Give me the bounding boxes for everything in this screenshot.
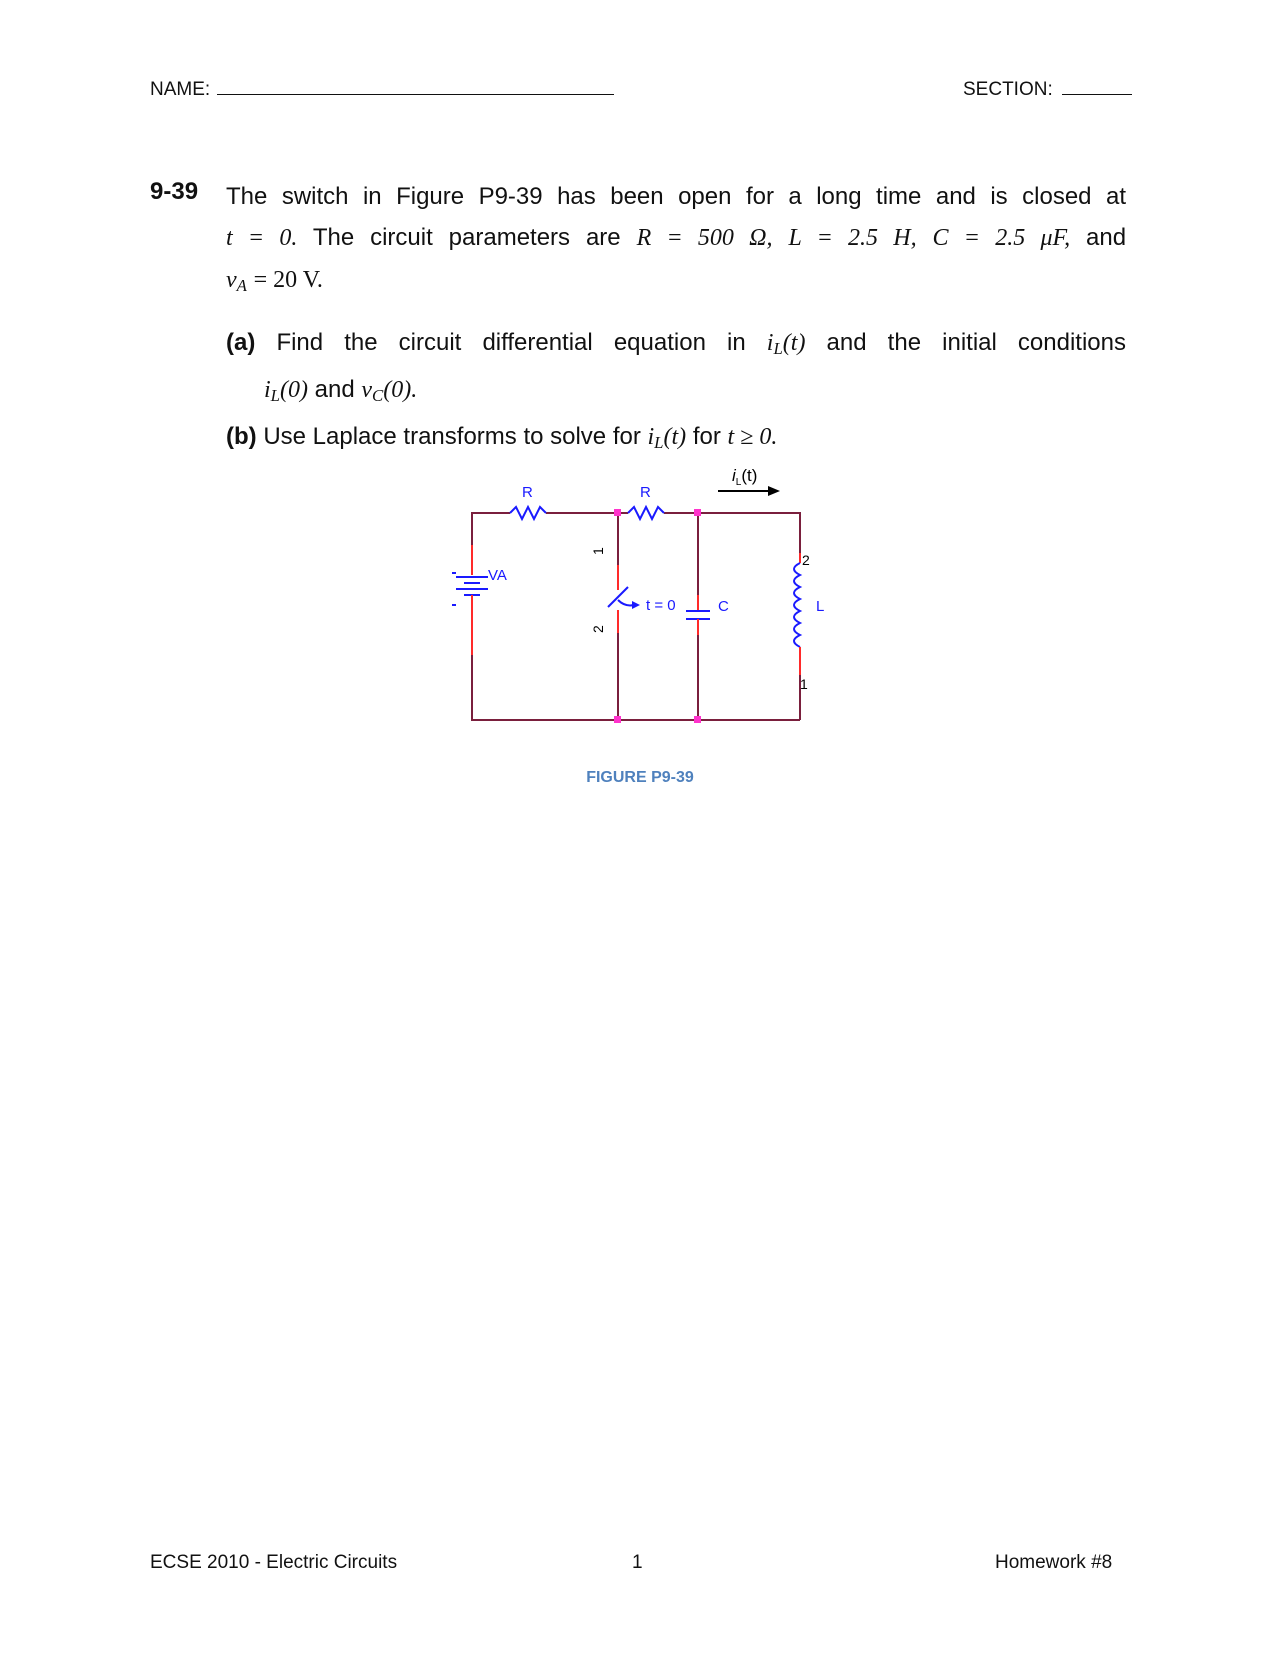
voltage-source: [452, 545, 488, 655]
c-value: C = 2.5 μF,: [932, 225, 1071, 251]
part-a-line-1: [226, 322, 1126, 369]
name-label: NAME:: [150, 79, 211, 100]
circuit-nodes: [614, 509, 701, 723]
r-value: R = 500 Ω,: [636, 225, 773, 251]
part-b-il: $i_L(t)$: [647, 424, 687, 453]
footer-page-number: 1: [632, 1552, 643, 1573]
resistor-2-label: R: [640, 484, 651, 501]
capacitor: [686, 595, 710, 635]
section-field: [963, 76, 1132, 101]
switch-pin-2: 2: [590, 625, 606, 633]
t-zero: t = 0.: [226, 225, 298, 251]
problem-statement: [226, 176, 1126, 306]
circuit-wires: [472, 513, 800, 720]
inductor-label: L: [816, 598, 825, 615]
part-b-for: for: [692, 423, 721, 451]
section-blank-line: [1062, 76, 1132, 95]
footer-assignment: Homework #8: [995, 1552, 1113, 1573]
resistor-1-label: R: [522, 484, 533, 501]
part-a-line-2: [226, 369, 1126, 416]
l-value: L = 2.5 H,: [788, 225, 917, 251]
params-intro: The circuit parameters are: [312, 224, 621, 251]
inductor-pin-1: 1: [800, 676, 808, 692]
current-arrow: [718, 486, 780, 496]
section-label: SECTION:: [963, 79, 1053, 100]
resistor-1: [510, 507, 546, 519]
footer-course: ECSE 2010 - Electric Circuits: [150, 1552, 398, 1573]
figure-caption: FIGURE P9-39: [586, 769, 694, 786]
statement-line-2: [226, 217, 1126, 259]
name-field: [150, 76, 614, 101]
voltage-source-label: VA: [488, 567, 507, 584]
name-blank-line: [217, 76, 614, 95]
current-label: $i_L(t)$: [732, 466, 758, 488]
statement-line-3: [226, 259, 1126, 306]
inductor-pin-2: 2: [802, 552, 810, 568]
statement-line-1: The switch in Figure P9-39 has been open for a long time and is closed at: [226, 183, 1126, 210]
and-word: and: [1086, 224, 1127, 251]
part-a-il0: $i_L(0)$: [264, 377, 308, 406]
va-symbol: $v_A$: [226, 267, 247, 296]
resistor-2: [628, 507, 664, 519]
switch-pin-1: 1: [590, 547, 606, 555]
part-b-condition: t ≥ 0.: [727, 424, 778, 451]
part-a-text: Find the circuit differential equation in: [276, 329, 746, 356]
problem-parts: [226, 322, 1126, 464]
part-b-text: Use Laplace transforms to solve for: [263, 423, 641, 451]
capacitor-label: C: [718, 598, 729, 615]
switch-label: t = 0: [646, 597, 676, 614]
part-a-text-2: and the initial conditions: [826, 329, 1126, 356]
part-a-il: $i_L(t)$: [766, 330, 806, 359]
part-a-and: and: [314, 376, 355, 404]
part-a-label: (a): [226, 329, 256, 356]
problem-number: 9-39: [150, 178, 199, 205]
part-b-label: (b): [226, 423, 257, 451]
inductor: [794, 553, 800, 675]
circuit-diagram: [420, 455, 840, 735]
switch: [608, 565, 640, 633]
part-a-vc0: $v_C(0)$.: [361, 377, 418, 406]
va-value: = 20 V.: [253, 267, 323, 293]
